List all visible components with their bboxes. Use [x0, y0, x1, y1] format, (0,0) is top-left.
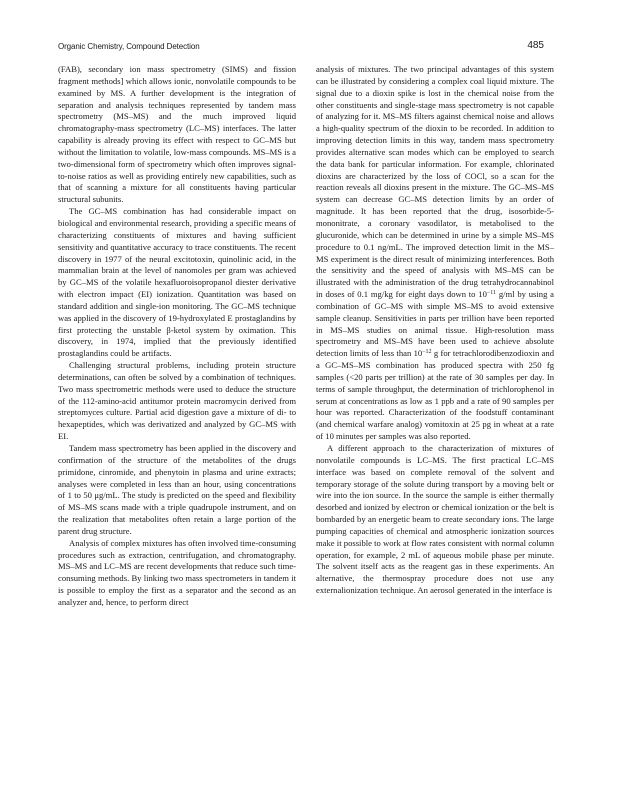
page-number: 485 [527, 40, 544, 51]
paragraph: The GC–MS combination has had considerable impact on biological and environmental research, providing a specific means of characterizing constituents of mixtures and having sufficient sensitivity and quantitative accuracy to trace constituents. The recent discovery in 1977 of the neural excitotoxin, quinolinic acid, in the mammalian brain at the level of nanomoles per gram was achieved by GC–MS of the volatile hexafluoroisopropanol diester derivative with electron impact (EI) ionization. Quantitation was based on standard addition and single-ion monitoring. The GC–MS technique was applied in the discovery of 19-hydroxylated E prostaglandins by first protecting the unstable β-ketol system by oximation. This discovery, in 1974, implied that the previously identified prostaglandins could be artifacts. [58, 206, 296, 359]
paragraph: Tandem mass spectrometry has been applied in the discovery and confirmation of the structure of the metabolites of the drugs primidone, cinromide, and phenytoin in plasma and urine extracts; analyses were completed in less than an hour, using concentrations of 1 to 50 μg/mL. The study is predicted on the speed and flexibility of MS–MS scans made with a triple quadrupole instrument, and on the realization that metabolites often retain a large portion of the parent drug structure. [58, 443, 296, 536]
text-run: g for tetrachlorodibenzodioxin and a GC–MS–MS combination has produced spectra with 250 fg samples (<20 parts per trillion) at the rate of 30 samples per day. In terms of sample throughput, the determination of trichlorophenol in serum at concentrations as low as 1 ppb and a rate of 90 samples per hour was reported. Characterization of the foodstuff contaminant (and chemical warfare analog) vomitoxin at 25 pg in wheat at a rate of 10 minutes per samples was also reported. [316, 348, 554, 442]
paragraph: Analysis of complex mixtures has often involved time-consuming procedures such as extraction, centrifugation, and chromatography. MS–MS and LC–MS are recent developments that reduce such time-consuming methods. By linking two mass spectrometers in tandem it is possible to employ the first as a separator and the second as an analyzer and, hence, to perform direct [58, 537, 296, 607]
paragraph: Challenging structural problems, including protein structure determinations, can often be solved by a combination of techniques. Two mass spectrometric methods were used to deduce the structure of the 112-amino-acid antitumor protein macromycin derived from streptomyces culture. Partial acid digestion gave a mixture of di- to hexapeptides, which was derivatized and analyzed by GC–MS with EI. [58, 360, 296, 442]
paragraph: (FAB), secondary ion mass spectrometry (SIMS) and fission fragment methods] which allows ionic, nonvolatile compounds to be examined by MS. A further development is the integration of separation and analysis techniques represented by tandem mass spectrometry (MS–MS) and the much improved liquid chromatography-mass spectrometry (LC–MS) interfaces. The latter capability is already proving its effect with respect to GC–MS but without the limitation to volatile, low-mass compounds. MS–MS is a two-dimensional form of spectrometry which often improves signal-to-noise ratios as well as providing entirely new capabilities, such as that of scanning a mixture for all constituents having particular structural subunits. [58, 64, 296, 205]
left-column [58, 64, 296, 609]
superscript: −12 [422, 349, 432, 356]
running-title: Organic Chemistry, Compound Detection [58, 42, 200, 51]
paragraph [316, 64, 554, 443]
text-run: analysis of mixtures. The two principal advantages of this system can be illustrated by considering a complex coal liquid mixture. The signal due to a dioxin spike is lost in the chemical noise from the other constituents and single-stage mass spectrometry is not capable of analyzing for it. MS–MS filters against chemical noise and allows a high-quality spectrum of the dioxin to be recorded. In addition to improving detection limits in this way, tandem mass spectrometry provides alternative scan modes which can be employed to search the data bank for particular information. For example, chlorinated dioxins are characterized by the loss of COCl, so a scan for the reaction reveals all dioxins present in the mixture. The GC–MS–MS system can decrease GC–MS detection limits by an order of magnitude. It has been reported that the drug, isosorbide-5-mononitrate, a coronary vasodilator, is metabolised to the glucuronide, which can be determined in urine by a simple MS–MS procedure to 0.1 ng/mL. The improved detection limit in the MS–MS experiment is the direct result of minimizing interferences. Both the sensitivity and the speed of analysis with MS–MS can be illustrated with the administration of the drug tetrahydrocannabinol in doses of 0.1 mg/kg for eight days down to 10 [316, 64, 554, 300]
text-run: g/ml by using a combination of GC–MS with simple MS–MS to avoid extensive sample cleanup. Sensitivities in parts per trillion have been reported in MS–MS studies on animal tissue. High-resolution mass spectrometry and MS–MS have been used to achieve absolute detection limits of less than 10 [316, 289, 554, 359]
right-column [316, 64, 554, 597]
paragraph: A different approach to the characterization of mixtures of nonvolatile compounds is LC–MS. The first practical LC–MS interface was based on complete removal of the solvent and temporary storage of the solute during transport by a moving belt or wire into the ion source. In the source the sample is either thermally desorbed and ionized by electron or chemical ionization or the belt is bombarded by an energetic beam to create secondary ions. The large pumping capacities of chemical and atmospheric ionization sources make it possible to work at flow rates consistent with normal column operation, for example, 2 mL of aqueous mobile phase per minute. The solvent itself acts as the reagent gas in these experiments. An alternative, the thermospray procedure does not use any externalionization technique. An aerosol generated in the interface is [316, 443, 554, 596]
superscript: −11 [486, 290, 497, 297]
